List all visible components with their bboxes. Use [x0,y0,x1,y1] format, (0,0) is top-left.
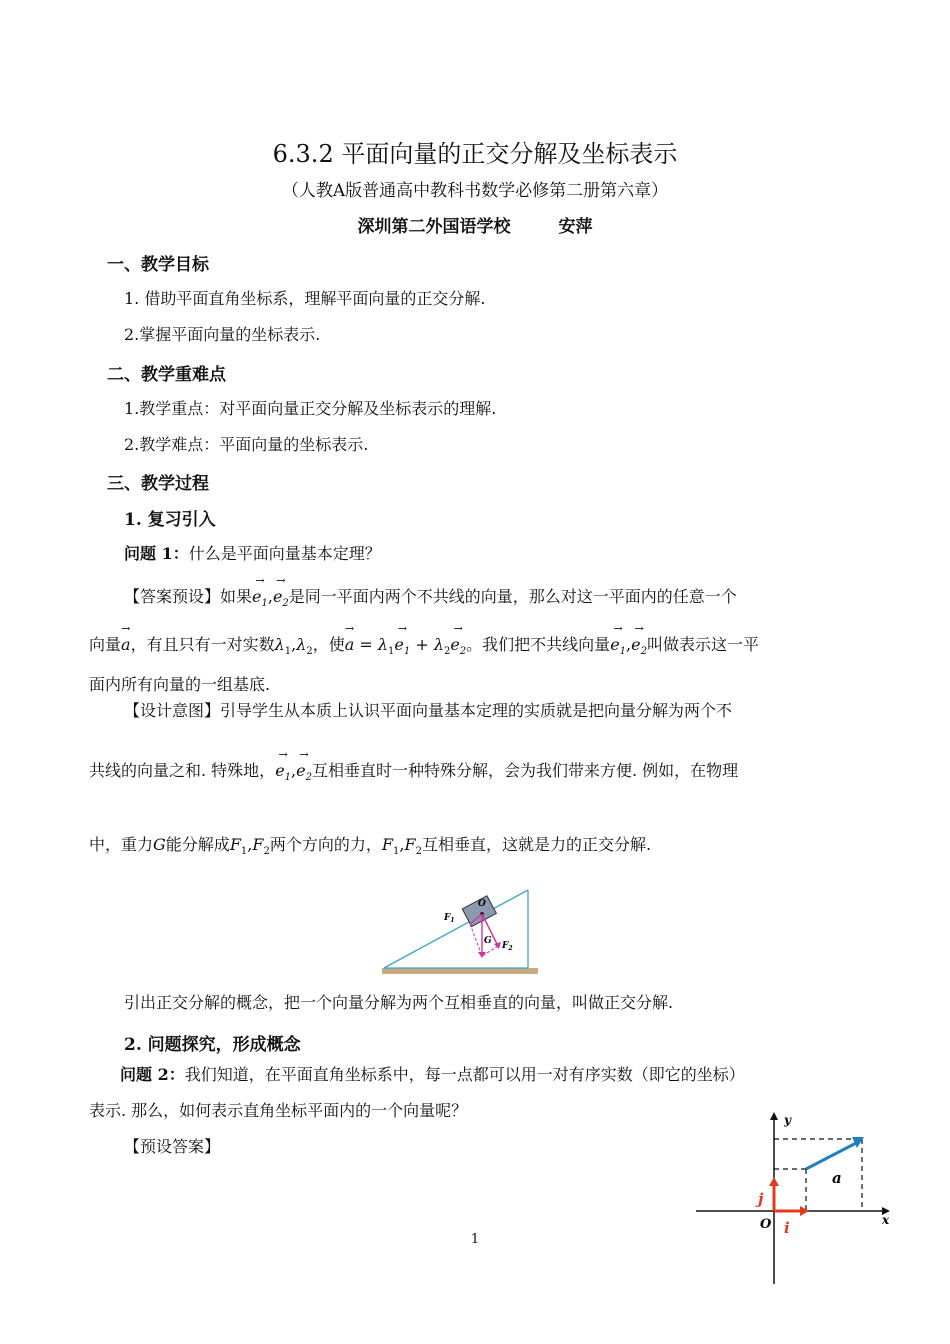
vector-a-eq: → a [345,637,355,653]
subsection-explore: 2. 问题探究，形成概念 [124,1035,301,1055]
section-heading-process: 三、教学过程 [107,474,209,494]
answer-line-3: 面内所有向量的一组基底. [89,675,271,694]
question-1-text: 什么是平面向量基本定理？ [188,544,381,563]
design-line-2: 共线的向量之和. 特殊地，→ $e_1,\to e_2$互相垂直时一种特殊分解，会为我们带来方便. 例如，在物理 [89,763,864,783]
vector-a: → a [121,637,131,653]
answer-line-1: 【答案预设】如果→ $e_1,\to e_2$是同一平面内两个不共线的向量，那么对这一平面内的任意一个 [124,589,869,609]
vector-e2: → $e_2$ [273,589,289,609]
section-heading-keypoints: 二、教学重难点 [107,365,226,385]
question-2-cont: 表示. 那么，如何表示直角坐标平面内的一个向量呢？ [89,1101,468,1120]
author-name: 安萍 [558,217,593,237]
goal-item-1: 1. 借助平面直角坐标系，理解平面向量的正交分解. [124,289,486,308]
incline-slope [384,890,528,968]
ground [382,968,538,974]
page-title: 6.3.2 平面向量的正交分解及坐标表示 [272,140,678,168]
label-F1: $F_1$ [444,913,455,924]
preset-answer-label: 【预设答案】 [124,1137,221,1156]
keypoint-item-1: 1.教学重点：对平面向量正交分解及坐标表示的理解. [124,399,497,418]
section-heading-goals: 一、教学目标 [107,255,209,275]
design-line-1: 【设计意图】引导学生从本质上认识平面向量基本定理的实质就是把向量分解为两个不 [124,701,733,720]
design-line-3: 中，重力G能分解成$F_1,F_2$两个方向的力，$F_1,F_2$互相垂直，这就是力的正交分解. [89,835,652,858]
label-i: i [784,1219,790,1237]
page-number: 1 [470,1232,480,1247]
vector-e1-eq: → $e_1$ [394,637,410,657]
label-x: x [882,1213,890,1227]
incline-force-diagram [378,886,542,976]
question-2: 问题 2：我们知道，在平面直角坐标系中，每一点都可以用一对有序实数（即它的坐标） [120,1065,745,1084]
question-1-label: 问题 1： [124,544,189,563]
label-j: j [758,1190,764,1208]
page-subtitle: （人教A版普通高中教科书数学必修第二册第六章） [281,181,669,201]
label-G: G [484,936,492,946]
label-O: O [478,899,486,909]
vector-a-arrow [806,1142,858,1169]
goal-item-2: 2.掌握平面向量的坐标表示. [124,325,321,344]
label-y: y [784,1113,791,1127]
vector-e1: → $e_1$ [252,589,268,609]
subsection-review: 1. 复习引入 [124,510,216,530]
label-a: a [832,1169,842,1187]
school-name: 深圳第二外国语学校 [357,217,511,237]
vector-e2-eq: → $e_2$ [450,637,466,657]
question-1 [124,541,381,564]
answer-line-2: 向量→ a，有且只有一对实数$\lambda_1,\lambda_2$，使→ $a = \lambda_1\to e_1 + \lambda_2\to e_2$。我们把不共线向量→ $e_1,\to e_2$叫做表示这一平 [89,637,864,657]
author-line [0,212,950,237]
keypoint-item-2: 2.教学难点：平面向量的坐标表示. [124,435,369,454]
coordinate-diagram [692,1108,892,1286]
label-F2: $F_2$ [502,941,513,952]
label-origin: O [760,1217,772,1232]
gravity-G: G [153,835,166,854]
intro-paragraph: 引出正交分解的概念，把一个向量分解为两个互相垂直的向量，叫做正交分解. [124,993,674,1012]
